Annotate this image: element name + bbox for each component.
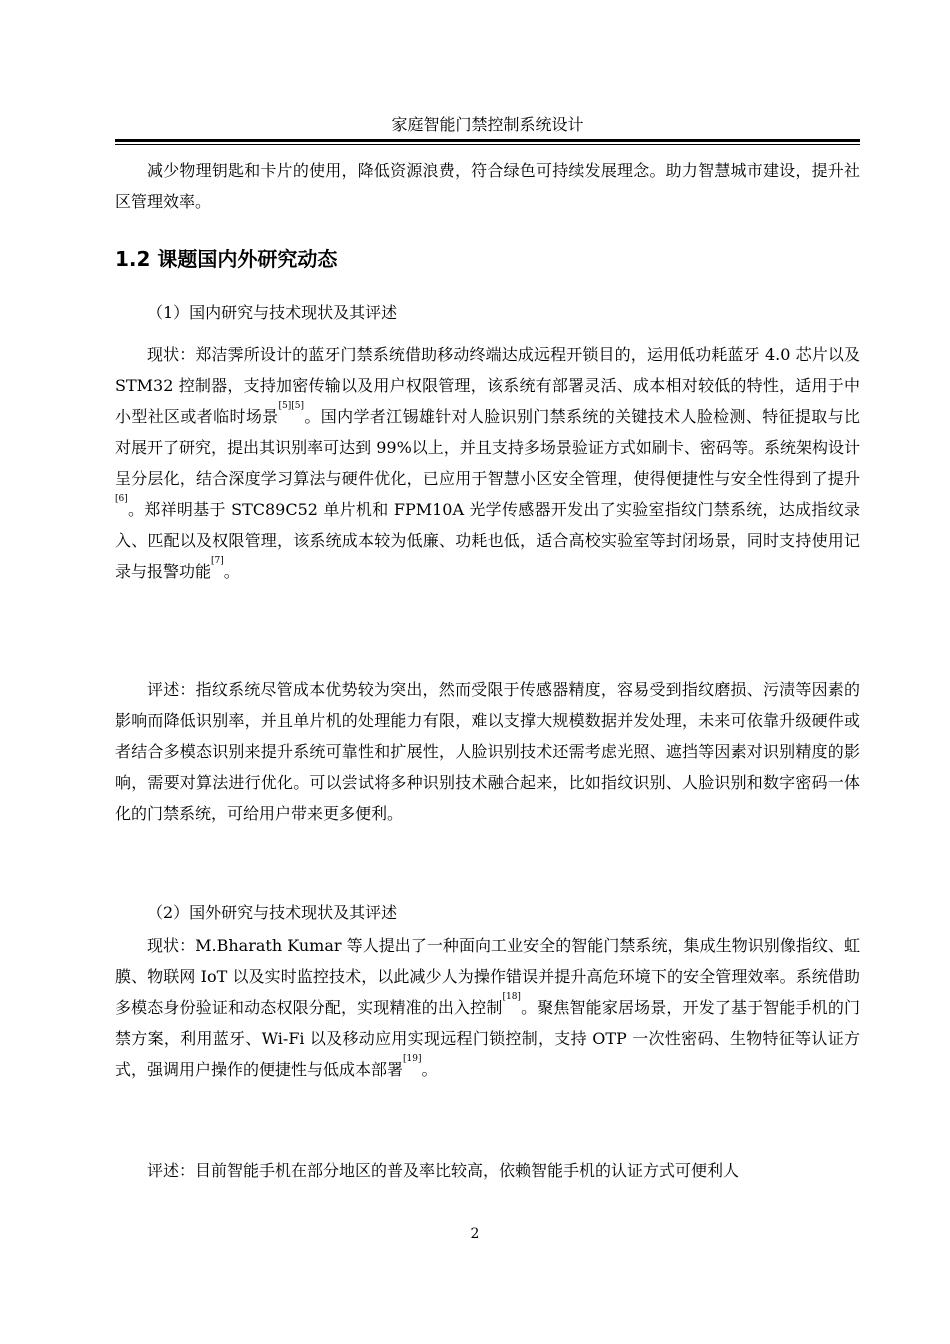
- text-run: 。: [421, 1060, 438, 1079]
- page-number: 2: [470, 1226, 480, 1242]
- running-header: 家庭智能门禁控制系统设计: [391, 115, 584, 134]
- citation: [7]: [211, 556, 224, 566]
- text-run: 。聚焦智能家居场景，开发了基于智能手机的门禁方案，利用蓝牙、Wi-Fi 以及移动应用实现远程门锁控制，支持 OTP 一次性密码、生物特征等认证方式，强调用户操作的便捷性与低成本部署: [115, 998, 860, 1079]
- section-heading: 1.2 课题国内外研究动态: [115, 247, 338, 271]
- citation: [19]: [403, 1054, 422, 1064]
- citation: [5][5]: [278, 401, 305, 411]
- paragraph-domestic-review: 评述：指纹系统尽管成本优势较为突出，然而受限于传感器精度，容易受到指纹磨损、污渍等因素的影响而降低识别率，并且单片机的处理能力有限，难以支撑大规模数据并发处理，未来可依靠升级硬件或者结合多模态识别来提升系统可靠性和扩展性，人脸识别技术还需考虑光照、遮挡等因素对识别精度的影响，需要对算法进行优化。可以尝试将多种识别技术融合起来，比如指纹识别、人脸识别和数字密码一体化的门禁系统，可给用户带来更多便利。: [115, 680, 860, 823]
- paragraph-domestic-status: [115, 339, 860, 587]
- subsection-heading-foreign: （2）国外研究与技术现状及其评述: [147, 903, 398, 922]
- text-run: 现状：郑洁霁所设计的蓝牙门禁系统借助移动终端达成远程开锁目的，运用低功耗蓝牙 4.0 芯片以及 STM32 控制器，支持加密传输以及用户权限管理，该系统有部署灵活、成本相对较低的特性，适用于中小型社区或者临时场景: [115, 345, 860, 426]
- text-run: 。: [223, 562, 240, 581]
- subsection-heading-domestic: （1）国内研究与技术现状及其评述: [147, 303, 398, 322]
- citation: [6]: [115, 494, 128, 504]
- text-run: 。国内学者江锡雄针对人脸识别门禁系统的关键技术人脸检测、特征提取与比对展开了研究，提出其识别率可达到 99%以上，并且支持多场景验证方式如刷卡、密码等。系统架构设计呈分层化，结合深度学习算法与硬件优化，已应用于智慧小区安全管理，使得便捷性与安全性得到了提升: [115, 407, 860, 488]
- paragraph-foreign-status: [115, 930, 860, 1085]
- text-run: 。郑祥明基于 STC89C52 单片机和 FPM10A 光学传感器开发出了实验室指纹门禁系统，达成指纹录入、匹配以及权限管理，该系统成本较为低廉、功耗也低，适合高校实验室等封闭场景，同时支持使用记录与报警功能: [115, 500, 860, 581]
- header-rule-thin: [115, 144, 860, 145]
- header-rule-thick: [115, 139, 860, 142]
- paragraph-intro-continuation: 减少物理钥匙和卡片的使用，降低资源浪费，符合绿色可持续发展理念。助力智慧城市建设，提升社区管理效率。: [115, 161, 860, 211]
- paragraph-foreign-review: 评述：目前智能手机在部分地区的普及率比较高，依赖智能手机的认证方式可便利人: [147, 1161, 740, 1180]
- citation: [18]: [502, 992, 521, 1002]
- text-run: 现状：M.Bharath Kumar 等人提出了一种面向工业安全的智能门禁系统，集成生物识别像指纹、虹膜、物联网 IoT 以及实时监控技术，以此减少人为操作错误并提升高危环境下的安全管理效率。系统借助多模态身份验证和动态权限分配，实现精准的出入控制: [115, 936, 860, 1017]
